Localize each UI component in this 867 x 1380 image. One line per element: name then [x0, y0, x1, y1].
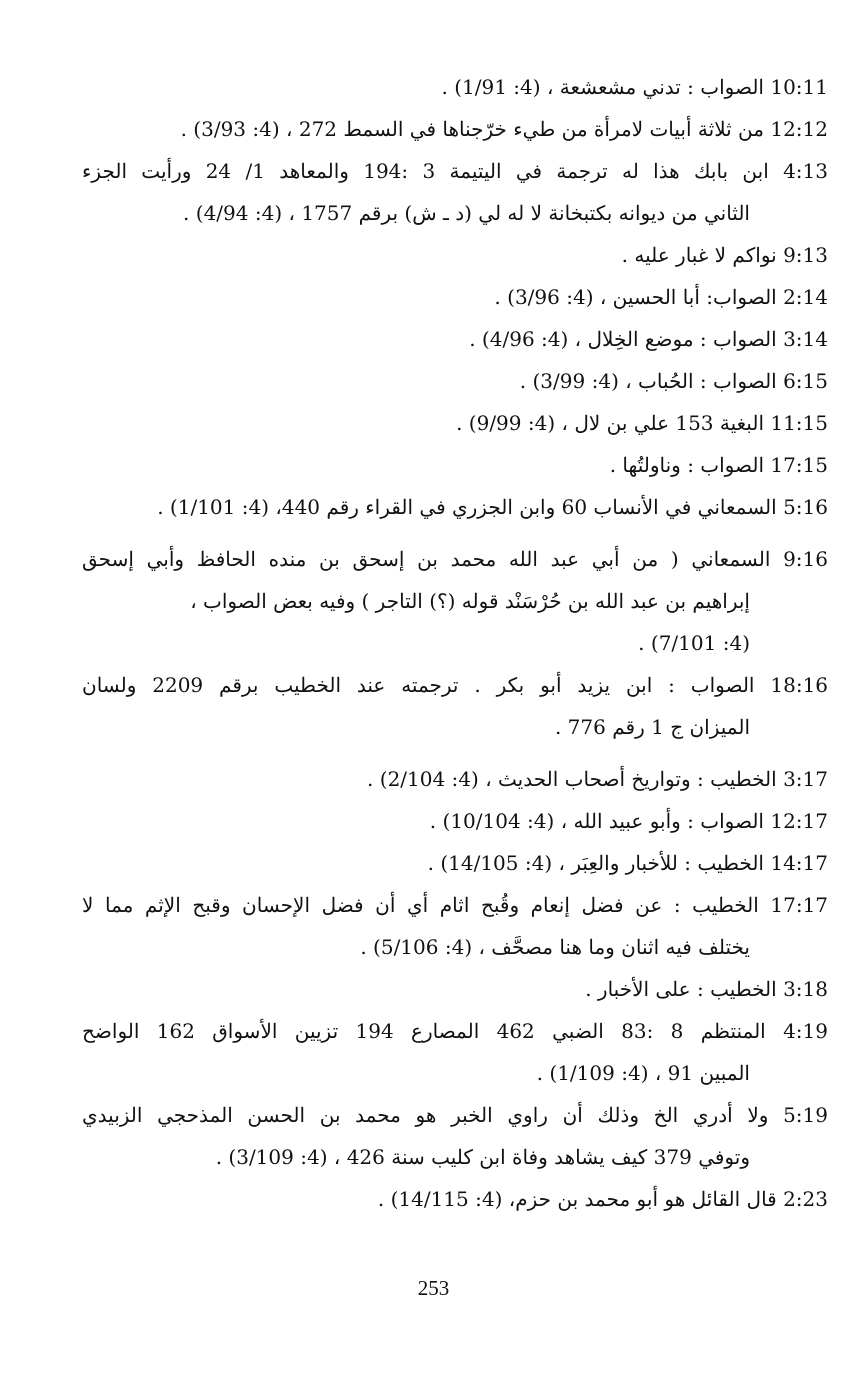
entry-15 — [82, 842, 828, 884]
entry-1 — [82, 66, 828, 108]
entry-16 — [82, 884, 828, 968]
entry-9 — [82, 444, 828, 486]
entry-text-continued: (4: 7/101) . — [638, 631, 750, 655]
entry-4 — [82, 234, 828, 276]
entry-ref: 17:15 — [770, 453, 828, 477]
entry-text: السمعاني في الأنساب 60 وابن الجزري في القراء رقم 440، (4: 1/101) . — [157, 495, 777, 519]
entry-5 — [82, 276, 828, 318]
entry-text: المنتظم 8 :83 الضبي 462 المصارع 194 تزيين الأسواق 162 الواضح — [82, 1019, 766, 1043]
entry-11 — [82, 538, 828, 664]
entry-ref: 2:14 — [783, 285, 828, 309]
entry-text: الخطيب : على الأخبار . — [585, 977, 777, 1001]
entry-ref: 9:16 — [783, 547, 828, 571]
entry-text: الصواب : الحُباب ، (4: 3/99) . — [519, 369, 777, 393]
entry-18 — [82, 1010, 828, 1094]
entry-13 — [82, 758, 828, 800]
entry-text-continued: إبراهيم بن عبد الله بن حُرْسَنْد قوله (؟) التاجر ) وفيه بعض الصواب ، — [190, 589, 750, 613]
entry-text-continued: يختلف فيه اثنان وما هنا مصحَّف ، (4: 5/106) . — [360, 935, 750, 959]
entry-text: من ثلاثة أبيات لامرأة من طيء خرّجناها في السمط 272 ، (4: 3/93) . — [180, 117, 764, 141]
entry-text: الخطيب : عن فضل إنعام وقُبح اثام أي أن فضل الإحسان وقبح الإثم مما لا — [82, 893, 759, 917]
entry-text: نواكم لا غبار عليه . — [621, 243, 777, 267]
entry-12 — [82, 664, 828, 748]
entry-text: البغية 153 علي بن لال ، (4: 9/99) . — [456, 411, 764, 435]
entry-text: قال القائل هو أبو محمد بن حزم، (4: 14/115) . — [377, 1187, 777, 1211]
entry-text: الصواب : موضع الخِلال ، (4: 4/96) . — [469, 327, 777, 351]
entry-ref: 2:23 — [783, 1187, 828, 1211]
entry-19 — [82, 1094, 828, 1178]
entry-ref: 3:17 — [783, 767, 828, 791]
entry-text: الخطيب : للأخبار والعِبَر ، (4: 14/105) . — [427, 851, 764, 875]
entry-text: ابن بابك هذا له ترجمة في اليتيمة 3 :194 والمعاهد 1/ 24 ورأيت الجزء — [82, 159, 769, 183]
entry-8 — [82, 402, 828, 444]
entry-2 — [82, 108, 828, 150]
entry-14 — [82, 800, 828, 842]
entry-ref: 6:15 — [783, 369, 828, 393]
entry-text-continued: وتوفي 379 كيف يشاهد وفاة ابن كليب سنة 426 ، (4: 3/109) . — [215, 1145, 750, 1169]
entry-text: الصواب : ابن يزيد أبو بكر . ترجمته عند الخطيب برقم 2209 ولسان — [82, 673, 755, 697]
entry-10 — [82, 486, 828, 528]
entry-text: الصواب : تدني مشعشعة ، (4: 1/91) . — [441, 75, 764, 99]
entry-text: الصواب : وناولتُها . — [609, 453, 764, 477]
entry-ref: 11:15 — [770, 411, 828, 435]
entry-ref: 10:11 — [770, 75, 828, 99]
entry-3 — [82, 150, 828, 234]
entry-ref: 9:13 — [783, 243, 828, 267]
entry-text: ولا أدري الخ وذلك أن راوي الخبر هو محمد بن الحسن المذحجي الزبيدي — [82, 1103, 769, 1127]
entry-ref: 14:17 — [770, 851, 828, 875]
entry-7 — [82, 360, 828, 402]
entry-text-continued: الثاني من ديوانه بكتبخانة لا له لي (د ـ ش) برقم 1757 ، (4: 4/94) . — [183, 201, 750, 225]
entry-text-continued: المبين 91 ، (4: 1/109) . — [536, 1061, 750, 1085]
entry-6 — [82, 318, 828, 360]
entry-ref: 17:17 — [770, 893, 829, 917]
entry-ref: 3:18 — [783, 977, 828, 1001]
entry-ref: 18:16 — [770, 673, 829, 697]
page-number: 253 — [417, 1276, 450, 1300]
entry-ref: 4:13 — [783, 159, 828, 183]
entry-text: الصواب: أبا الحسين ، (4: 3/96) . — [494, 285, 777, 309]
entry-ref: 3:14 — [783, 327, 828, 351]
entry-ref: 12:12 — [770, 117, 828, 141]
entry-17 — [82, 968, 828, 1010]
entry-text: السمعاني ( من أبي عبد الله محمد بن إسحق بن منده الحافظ وأبي إسحق — [82, 547, 771, 571]
entry-ref: 5:16 — [783, 495, 828, 519]
entry-ref: 12:17 — [770, 809, 828, 833]
entry-20 — [82, 1178, 828, 1220]
entry-text: الخطيب : وتواريخ أصحاب الحديث ، (4: 2/104) . — [367, 767, 777, 791]
entry-text: الصواب : وأبو عبيد الله ، (4: 10/104) . — [429, 809, 764, 833]
entry-text-continued: الميزان ج 1 رقم 776 . — [554, 715, 750, 739]
corrections-list — [82, 66, 828, 1220]
entry-ref: 4:19 — [783, 1019, 828, 1043]
entry-ref: 5:19 — [783, 1103, 828, 1127]
